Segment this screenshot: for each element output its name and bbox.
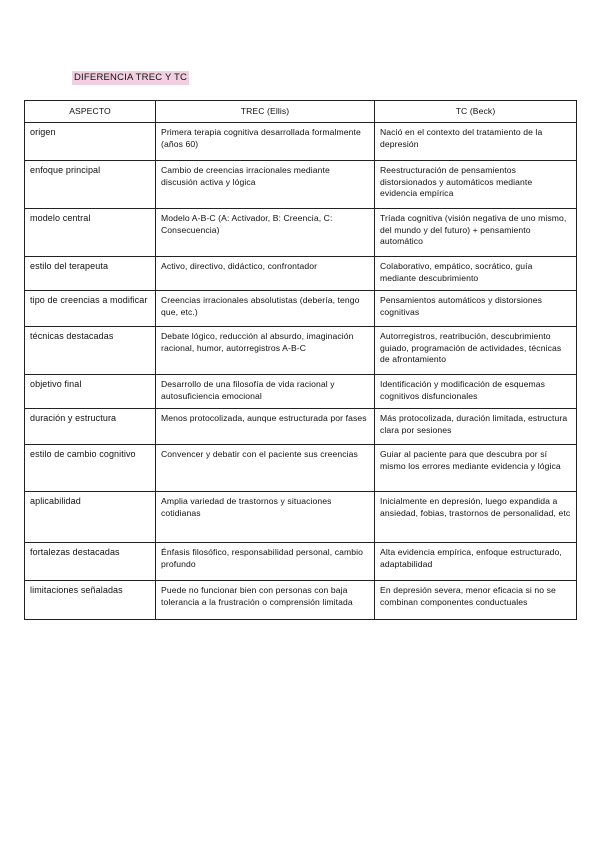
table-row [25, 291, 577, 327]
cell-tc: Pensamientos automáticos y distorsiones cognitivas [375, 291, 577, 327]
cell-aspect: estilo del terapeuta [25, 257, 156, 291]
cell-aspect: duración y estructura [25, 409, 156, 445]
table-row [25, 327, 577, 375]
cell-trec: Creencias irracionales absolutistas (debería, tengo que, etc.) [156, 291, 375, 327]
table-row [25, 161, 577, 209]
cell-aspect: estilo de cambio cognitivo [25, 445, 156, 492]
cell-tc: Identificación y modificación de esquemas cognitivos disfuncionales [375, 375, 577, 409]
cell-tc: Guiar al paciente para que descubra por sí mismo los errores mediante evidencia y lógica [375, 445, 577, 492]
cell-tc: Más protocolizada, duración limitada, estructura clara por sesiones [375, 409, 577, 445]
cell-trec: Énfasis filosófico, responsabilidad personal, cambio profundo [156, 543, 375, 581]
cell-trec: Desarrollo de una filosofía de vida racional y autosuficiencia emocional [156, 375, 375, 409]
header-trec: TREC (Ellis) [156, 101, 375, 123]
cell-aspect: aplicabilidad [25, 492, 156, 543]
cell-trec: Cambio de creencias irracionales mediante discusión activa y lógica [156, 161, 375, 209]
table-row [25, 257, 577, 291]
cell-tc: Alta evidencia empírica, enfoque estructurado, adaptabilidad [375, 543, 577, 581]
cell-trec: Amplia variedad de trastornos y situaciones cotidianas [156, 492, 375, 543]
cell-trec: Modelo A-B-C (A: Activador, B: Creencia, C: Consecuencia) [156, 209, 375, 257]
cell-aspect: origen [25, 123, 156, 161]
table-header-row [25, 101, 577, 123]
cell-tc: Autorregistros, reatribución, descubrimiento guiado, programación de actividades, técnicas de afrontamiento [375, 327, 577, 375]
cell-aspect: enfoque principal [25, 161, 156, 209]
cell-trec: Menos protocolizada, aunque estructurada por fases [156, 409, 375, 445]
cell-trec: Primera terapia cognitiva desarrollada formalmente (años 60) [156, 123, 375, 161]
table-row [25, 492, 577, 543]
cell-tc: En depresión severa, menor eficacia si no se combinan componentes conductuales [375, 581, 577, 620]
cell-trec: Debate lógico, reducción al absurdo, imaginación racional, humor, autorregistros A-B-C [156, 327, 375, 375]
cell-aspect: objetivo final [25, 375, 156, 409]
cell-tc: Tríada cognitiva (visión negativa de uno mismo, del mundo y del futuro) + pensamiento automático [375, 209, 577, 257]
table-row [25, 543, 577, 581]
table-row [25, 409, 577, 445]
cell-tc: Reestructuración de pensamientos distorsionados y automáticos mediante evidencia empírica [375, 161, 577, 209]
cell-aspect: técnicas destacadas [25, 327, 156, 375]
cell-aspect: limitaciones señaladas [25, 581, 156, 620]
header-tc: TC (Beck) [375, 101, 577, 123]
document-title: DIFERENCIA TREC Y TC [74, 72, 188, 83]
cell-tc: Nació en el contexto del tratamiento de la depresión [375, 123, 577, 161]
header-aspecto: ASPECTO [25, 101, 156, 123]
cell-trec: Convencer y debatir con el paciente sus creencias [156, 445, 375, 492]
table-row [25, 445, 577, 492]
table-row [25, 209, 577, 257]
table-row [25, 375, 577, 409]
table-row [25, 581, 577, 620]
cell-aspect: tipo de creencias a modificar [25, 291, 156, 327]
cell-aspect: fortalezas destacadas [25, 543, 156, 581]
cell-tc: Colaborativo, empático, socrático, guía mediante descubrimiento [375, 257, 577, 291]
cell-aspect: modelo central [25, 209, 156, 257]
cell-trec: Activo, directivo, didáctico, confrontador [156, 257, 375, 291]
cell-trec: Puede no funcionar bien con personas con baja tolerancia a la frustración o comprensión limitada [156, 581, 375, 620]
comparison-table [24, 100, 577, 620]
table-row [25, 123, 577, 161]
cell-tc: Inicialmente en depresión, luego expandida a ansiedad, fobias, trastornos de personalidad, etc [375, 492, 577, 543]
